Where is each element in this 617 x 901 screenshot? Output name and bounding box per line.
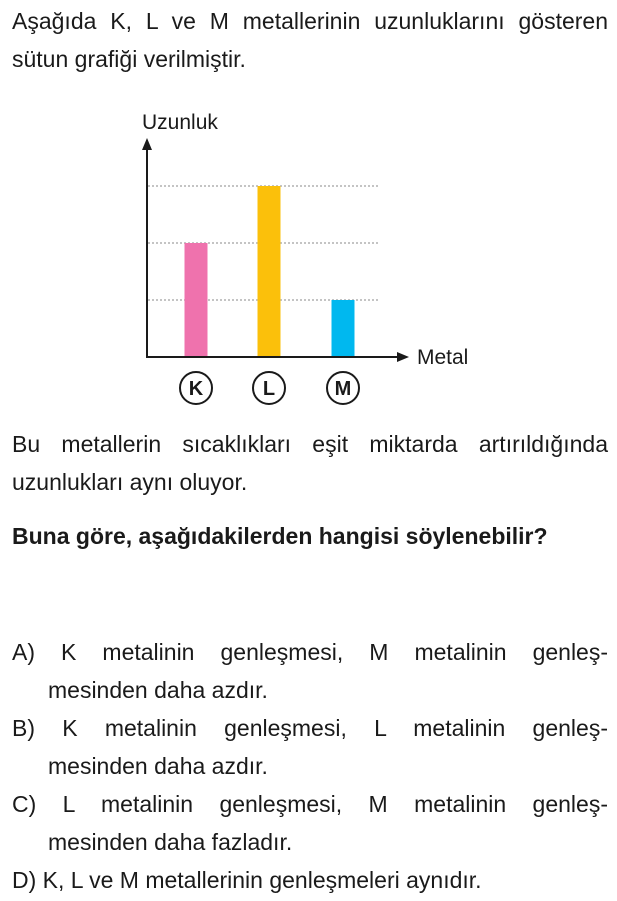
category-label-l: L (262, 378, 276, 400)
choice-c-line1: C) L metalinin genleşmesi, M metalinin genleş- (12, 791, 608, 817)
y-axis-label: Uzunluk (142, 111, 218, 134)
category-labels (180, 372, 359, 404)
bar-k (185, 243, 208, 357)
choice-a[interactable] (12, 633, 608, 709)
question-text: Buna göre, aşağıdakilerden hangisi söylenebilir? (12, 523, 548, 549)
choice-d-line1: D) K, L ve M metallerinin genleşmeleri aynıdır. (12, 867, 482, 893)
choice-c-line2: mesinden daha fazladır. (48, 829, 293, 855)
x-axis-arrow-icon (397, 352, 409, 362)
category-label-k: K (188, 378, 204, 400)
x-axis-label: Metal (417, 346, 469, 369)
choice-b-line2: mesinden daha azdır. (48, 753, 268, 779)
statement-text: Bu metallerin sıcaklıkları eşit miktarda artırıldığında uzunlukları aynı oluyor. (12, 431, 608, 495)
choice-d[interactable] (12, 861, 608, 899)
bar-chart (0, 0, 617, 425)
bar-m (332, 300, 355, 357)
bars (185, 186, 355, 357)
bar-l (258, 186, 281, 357)
choice-b[interactable] (12, 709, 608, 785)
intro-text: Aşağıda K, L ve M metallerinin uzunluklarını gösteren sütun grafiği verilmiştir. (12, 8, 608, 72)
choice-b-line1: B) K metalinin genleşmesi, L metalinin genleş- (12, 715, 608, 741)
choice-a-line2: mesinden daha azdır. (48, 677, 268, 703)
choice-c[interactable] (12, 785, 608, 861)
y-axis-arrow-icon (142, 138, 152, 150)
category-label-m: M (334, 378, 352, 400)
choice-a-line1: A) K metalinin genleşmesi, M metalinin genleş- (12, 639, 608, 665)
